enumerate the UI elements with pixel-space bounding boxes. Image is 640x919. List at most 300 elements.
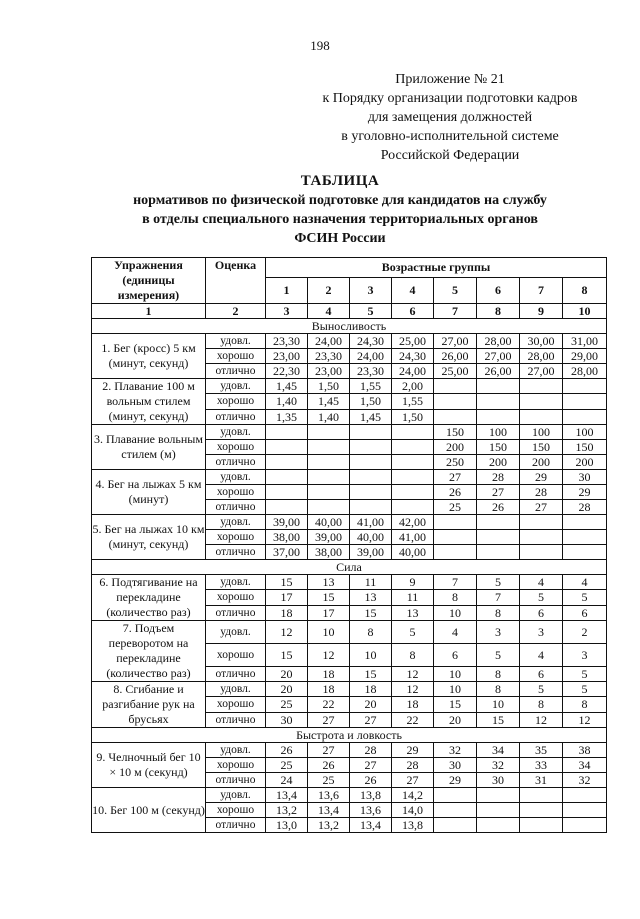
- value-cell: 2,00: [392, 379, 434, 394]
- value-cell: 26,00: [477, 364, 520, 379]
- value-cell: 32: [477, 758, 520, 773]
- value-cell: [563, 409, 607, 424]
- value-cell: 23,00: [266, 349, 308, 364]
- value-cell: 23,30: [266, 334, 308, 349]
- appendix-line: к Порядку организации подготовки кадров: [322, 91, 578, 106]
- value-cell: 150: [434, 425, 477, 440]
- value-cell: [308, 500, 350, 515]
- value-cell: 1,50: [308, 379, 350, 394]
- value-cell: 30: [434, 758, 477, 773]
- value-cell: [520, 530, 563, 545]
- value-cell: 28: [520, 485, 563, 500]
- table-row: [92, 425, 607, 440]
- heading-line: ФСИН России: [294, 231, 386, 246]
- column-number: 3: [266, 304, 308, 319]
- value-cell: 27: [520, 500, 563, 515]
- exercise-name: 1. Бег (кросс) 5 км (минут, секунд): [92, 334, 206, 379]
- value-cell: 200: [434, 440, 477, 455]
- value-cell: 15: [350, 667, 392, 682]
- value-cell: [477, 394, 520, 409]
- value-cell: 15: [434, 697, 477, 712]
- value-cell: 2: [563, 621, 607, 644]
- value-cell: 24: [266, 773, 308, 788]
- section-title: Сила: [92, 560, 607, 575]
- value-cell: 5: [392, 621, 434, 644]
- grade-cell: удовл.: [206, 575, 266, 590]
- exercise-name: 5. Бег на лыжах 10 км (минут, секунд): [92, 515, 206, 560]
- value-cell: 15: [266, 644, 308, 667]
- value-cell: [477, 515, 520, 530]
- table-row: [92, 470, 607, 485]
- value-cell: 27,00: [520, 364, 563, 379]
- value-cell: 13,2: [308, 818, 350, 833]
- grade-cell: отлично: [206, 605, 266, 620]
- value-cell: 29: [434, 773, 477, 788]
- value-cell: 12: [392, 667, 434, 682]
- exercise-name: 10. Бег 100 м (секунд): [92, 788, 206, 833]
- value-cell: 10: [477, 697, 520, 712]
- col-grade-header: Оценка: [206, 258, 266, 304]
- value-cell: 27: [477, 485, 520, 500]
- value-cell: 8: [563, 697, 607, 712]
- value-cell: 28,00: [520, 349, 563, 364]
- value-cell: [477, 818, 520, 833]
- value-cell: [520, 803, 563, 818]
- value-cell: 17: [266, 590, 308, 605]
- value-cell: 30: [266, 712, 308, 727]
- value-cell: 20: [266, 682, 308, 697]
- value-cell: [563, 803, 607, 818]
- value-cell: 13,2: [266, 803, 308, 818]
- value-cell: 13: [392, 605, 434, 620]
- appendix-line: в уголовно-исполнительной системе: [341, 129, 559, 144]
- grade-cell: хорошо: [206, 590, 266, 605]
- column-number: 2: [206, 304, 266, 319]
- value-cell: 25: [266, 758, 308, 773]
- value-cell: 4: [520, 644, 563, 667]
- value-cell: 41,00: [392, 530, 434, 545]
- value-cell: 3: [477, 621, 520, 644]
- value-cell: 24,00: [392, 364, 434, 379]
- section-row: [92, 560, 607, 575]
- value-cell: 39,00: [266, 515, 308, 530]
- value-cell: 150: [477, 440, 520, 455]
- value-cell: 20: [266, 667, 308, 682]
- age-group-header: 5: [434, 277, 477, 303]
- value-cell: [563, 818, 607, 833]
- value-cell: 33: [520, 758, 563, 773]
- value-cell: 28,00: [477, 334, 520, 349]
- age-group-header: 4: [392, 277, 434, 303]
- grade-cell: удовл.: [206, 682, 266, 697]
- value-cell: [392, 500, 434, 515]
- value-cell: 34: [477, 743, 520, 758]
- value-cell: 39,00: [308, 530, 350, 545]
- value-cell: 1,45: [350, 409, 392, 424]
- grade-cell: отлично: [206, 667, 266, 682]
- grade-cell: хорошо: [206, 644, 266, 667]
- value-cell: [266, 440, 308, 455]
- value-cell: 30: [563, 470, 607, 485]
- grade-cell: отлично: [206, 712, 266, 727]
- exercise-name: 4. Бег на лыжах 5 км (минут): [92, 470, 206, 515]
- value-cell: 25: [308, 773, 350, 788]
- value-cell: 4: [520, 575, 563, 590]
- value-cell: 12: [266, 621, 308, 644]
- age-group-header: 1: [266, 277, 308, 303]
- value-cell: 11: [392, 590, 434, 605]
- value-cell: [434, 788, 477, 803]
- value-cell: 14,0: [392, 803, 434, 818]
- value-cell: 27: [392, 773, 434, 788]
- value-cell: [434, 545, 477, 560]
- value-cell: 18: [392, 697, 434, 712]
- grade-cell: хорошо: [206, 349, 266, 364]
- value-cell: [350, 500, 392, 515]
- value-cell: 41,00: [350, 515, 392, 530]
- grade-cell: удовл.: [206, 788, 266, 803]
- value-cell: 20: [350, 697, 392, 712]
- value-cell: 27: [350, 758, 392, 773]
- value-cell: 7: [434, 575, 477, 590]
- value-cell: 8: [392, 644, 434, 667]
- value-cell: 1,45: [266, 379, 308, 394]
- exercise-name: 6. Подтягивание на перекладине (количество раз): [92, 575, 206, 621]
- exercise-name: 9. Челночный бег 10 × 10 м (секунд): [92, 743, 206, 788]
- value-cell: 10: [350, 644, 392, 667]
- value-cell: 25: [434, 500, 477, 515]
- value-cell: 12: [308, 644, 350, 667]
- value-cell: 5: [563, 682, 607, 697]
- value-cell: 9: [392, 575, 434, 590]
- value-cell: 3: [563, 644, 607, 667]
- value-cell: [308, 440, 350, 455]
- value-cell: 40,00: [350, 530, 392, 545]
- column-number: 4: [308, 304, 350, 319]
- appendix-block: [300, 70, 600, 165]
- section-row: [92, 728, 607, 743]
- value-cell: 15: [477, 712, 520, 727]
- exercise-name: 3. Плавание вольным стилем (м): [92, 425, 206, 470]
- value-cell: 4: [563, 575, 607, 590]
- value-cell: 250: [434, 455, 477, 470]
- table-heading: [60, 172, 620, 248]
- col-exercise-header: Упражнения (единицы измерения): [92, 258, 206, 304]
- value-cell: 29: [520, 470, 563, 485]
- appendix-line: Российской Федерации: [380, 148, 520, 163]
- exercise-name: 2. Плавание 100 м вольным стилем (минут, секунд): [92, 379, 206, 425]
- value-cell: 28: [563, 500, 607, 515]
- value-cell: 23,00: [308, 364, 350, 379]
- value-cell: 10: [434, 682, 477, 697]
- value-cell: [520, 394, 563, 409]
- value-cell: [477, 379, 520, 394]
- value-cell: 12: [520, 712, 563, 727]
- value-cell: [266, 470, 308, 485]
- value-cell: [392, 425, 434, 440]
- value-cell: 26: [434, 485, 477, 500]
- grade-cell: удовл.: [206, 470, 266, 485]
- value-cell: 13: [350, 590, 392, 605]
- age-group-header: 6: [477, 277, 520, 303]
- value-cell: [434, 379, 477, 394]
- grade-cell: хорошо: [206, 394, 266, 409]
- value-cell: [477, 530, 520, 545]
- grade-cell: удовл.: [206, 379, 266, 394]
- value-cell: 6: [563, 605, 607, 620]
- value-cell: [266, 425, 308, 440]
- value-cell: 18: [266, 605, 308, 620]
- grade-cell: отлично: [206, 818, 266, 833]
- value-cell: 5: [520, 590, 563, 605]
- value-cell: [520, 409, 563, 424]
- value-cell: 1,55: [392, 394, 434, 409]
- value-cell: [266, 455, 308, 470]
- value-cell: 8: [350, 621, 392, 644]
- col-age-groups-header: Возрастные группы: [266, 258, 607, 278]
- value-cell: [520, 379, 563, 394]
- value-cell: [434, 515, 477, 530]
- value-cell: 29,00: [563, 349, 607, 364]
- value-cell: 5: [520, 682, 563, 697]
- value-cell: 31: [520, 773, 563, 788]
- value-cell: 27,00: [477, 349, 520, 364]
- value-cell: 39,00: [350, 545, 392, 560]
- value-cell: [434, 394, 477, 409]
- value-cell: 100: [563, 425, 607, 440]
- value-cell: 38,00: [266, 530, 308, 545]
- value-cell: 200: [563, 455, 607, 470]
- column-number: 1: [92, 304, 206, 319]
- value-cell: 37,00: [266, 545, 308, 560]
- value-cell: [308, 425, 350, 440]
- value-cell: 38: [563, 743, 607, 758]
- value-cell: 27: [434, 470, 477, 485]
- value-cell: [563, 530, 607, 545]
- value-cell: 40,00: [392, 545, 434, 560]
- value-cell: [434, 409, 477, 424]
- value-cell: 13,6: [308, 788, 350, 803]
- value-cell: 3: [520, 621, 563, 644]
- heading-line: нормативов по физической подготовке для кандидатов на службу: [133, 193, 547, 208]
- grade-cell: удовл.: [206, 621, 266, 644]
- value-cell: 23,30: [350, 364, 392, 379]
- column-number: 6: [392, 304, 434, 319]
- value-cell: 23,30: [308, 349, 350, 364]
- section-title: Быстрота и ловкость: [92, 728, 607, 743]
- value-cell: [520, 515, 563, 530]
- value-cell: 27,00: [434, 334, 477, 349]
- grade-cell: отлично: [206, 455, 266, 470]
- value-cell: 14,2: [392, 788, 434, 803]
- value-cell: 24,30: [392, 349, 434, 364]
- value-cell: [477, 803, 520, 818]
- value-cell: [563, 515, 607, 530]
- value-cell: 8: [477, 605, 520, 620]
- age-group-header: 2: [308, 277, 350, 303]
- value-cell: 28: [392, 758, 434, 773]
- value-cell: [350, 425, 392, 440]
- appendix-line: для замещения должностей: [367, 110, 533, 125]
- value-cell: 18: [308, 667, 350, 682]
- value-cell: 1,50: [392, 409, 434, 424]
- value-cell: 27: [350, 712, 392, 727]
- value-cell: 40,00: [308, 515, 350, 530]
- value-cell: 17: [308, 605, 350, 620]
- value-cell: 38,00: [308, 545, 350, 560]
- value-cell: 13,8: [392, 818, 434, 833]
- grade-cell: удовл.: [206, 743, 266, 758]
- value-cell: 28: [350, 743, 392, 758]
- value-cell: [563, 379, 607, 394]
- column-number: 7: [434, 304, 477, 319]
- value-cell: 6: [434, 644, 477, 667]
- value-cell: [308, 455, 350, 470]
- value-cell: 32: [563, 773, 607, 788]
- value-cell: 26: [477, 500, 520, 515]
- value-cell: 200: [520, 455, 563, 470]
- grade-cell: хорошо: [206, 530, 266, 545]
- standards-table: [91, 257, 607, 833]
- value-cell: 10: [308, 621, 350, 644]
- table-row: [92, 515, 607, 530]
- appendix-line: Приложение № 21: [395, 72, 505, 87]
- value-cell: 26: [308, 758, 350, 773]
- column-number: 8: [477, 304, 520, 319]
- age-group-header: 7: [520, 277, 563, 303]
- value-cell: 22: [308, 697, 350, 712]
- value-cell: [392, 455, 434, 470]
- value-cell: 28,00: [563, 364, 607, 379]
- value-cell: 20: [434, 712, 477, 727]
- value-cell: [434, 818, 477, 833]
- table-row: [92, 334, 607, 349]
- value-cell: 27: [308, 712, 350, 727]
- value-cell: [350, 470, 392, 485]
- value-cell: 24,00: [308, 334, 350, 349]
- value-cell: 150: [520, 440, 563, 455]
- value-cell: 15: [266, 575, 308, 590]
- value-cell: 8: [434, 590, 477, 605]
- value-cell: 25,00: [434, 364, 477, 379]
- value-cell: [477, 409, 520, 424]
- value-cell: 8: [477, 682, 520, 697]
- heading-line: в отделы специального назначения территориальных органов: [142, 212, 538, 227]
- value-cell: 26: [266, 743, 308, 758]
- value-cell: 1,55: [350, 379, 392, 394]
- value-cell: 8: [477, 667, 520, 682]
- value-cell: [392, 470, 434, 485]
- grade-cell: хорошо: [206, 697, 266, 712]
- value-cell: 27: [308, 743, 350, 758]
- grade-cell: хорошо: [206, 485, 266, 500]
- value-cell: 11: [350, 575, 392, 590]
- value-cell: 13,8: [350, 788, 392, 803]
- value-cell: [308, 470, 350, 485]
- value-cell: [266, 485, 308, 500]
- column-number: 10: [563, 304, 607, 319]
- value-cell: 29: [392, 743, 434, 758]
- value-cell: [266, 500, 308, 515]
- value-cell: 26: [350, 773, 392, 788]
- value-cell: [350, 440, 392, 455]
- value-cell: 1,35: [266, 409, 308, 424]
- value-cell: 13,4: [350, 818, 392, 833]
- value-cell: 5: [477, 644, 520, 667]
- value-cell: 6: [520, 605, 563, 620]
- value-cell: 42,00: [392, 515, 434, 530]
- grade-cell: отлично: [206, 364, 266, 379]
- exercise-name: 7. Подъем переворотом на перекладине (количество раз): [92, 621, 206, 682]
- value-cell: [477, 545, 520, 560]
- value-cell: [308, 485, 350, 500]
- value-cell: 26,00: [434, 349, 477, 364]
- page-number: 198: [310, 38, 330, 53]
- value-cell: 32: [434, 743, 477, 758]
- value-cell: [477, 788, 520, 803]
- table-row: [92, 743, 607, 758]
- grade-cell: отлично: [206, 500, 266, 515]
- value-cell: 13,0: [266, 818, 308, 833]
- column-number: 5: [350, 304, 392, 319]
- value-cell: 15: [308, 590, 350, 605]
- value-cell: 30: [477, 773, 520, 788]
- value-cell: [563, 545, 607, 560]
- value-cell: 5: [477, 575, 520, 590]
- table-row: [92, 682, 607, 697]
- grade-cell: удовл.: [206, 334, 266, 349]
- grade-cell: отлично: [206, 773, 266, 788]
- value-cell: [392, 440, 434, 455]
- value-cell: 4: [434, 621, 477, 644]
- value-cell: 13,4: [266, 788, 308, 803]
- value-cell: 30,00: [520, 334, 563, 349]
- grade-cell: удовл.: [206, 425, 266, 440]
- value-cell: 5: [563, 590, 607, 605]
- section-row: [92, 319, 607, 334]
- section-title: Выносливость: [92, 319, 607, 334]
- age-group-header: 8: [563, 277, 607, 303]
- value-cell: 22: [392, 712, 434, 727]
- value-cell: 25: [266, 697, 308, 712]
- value-cell: [563, 788, 607, 803]
- table-row: [92, 575, 607, 590]
- value-cell: [520, 818, 563, 833]
- value-cell: 6: [520, 667, 563, 682]
- value-cell: 12: [392, 682, 434, 697]
- value-cell: 150: [563, 440, 607, 455]
- value-cell: 8: [520, 697, 563, 712]
- grade-cell: отлично: [206, 545, 266, 560]
- value-cell: 7: [477, 590, 520, 605]
- value-cell: 28: [477, 470, 520, 485]
- exercise-name: 8. Сгибание и разгибание рук на брусьях: [92, 682, 206, 728]
- value-cell: 25,00: [392, 334, 434, 349]
- value-cell: 12: [563, 712, 607, 727]
- value-cell: 18: [308, 682, 350, 697]
- value-cell: 22,30: [266, 364, 308, 379]
- value-cell: 100: [477, 425, 520, 440]
- value-cell: 1,45: [308, 394, 350, 409]
- value-cell: 24,00: [350, 349, 392, 364]
- column-number: 9: [520, 304, 563, 319]
- value-cell: [520, 545, 563, 560]
- value-cell: [434, 803, 477, 818]
- value-cell: 100: [520, 425, 563, 440]
- value-cell: 10: [434, 605, 477, 620]
- value-cell: 10: [434, 667, 477, 682]
- value-cell: [392, 485, 434, 500]
